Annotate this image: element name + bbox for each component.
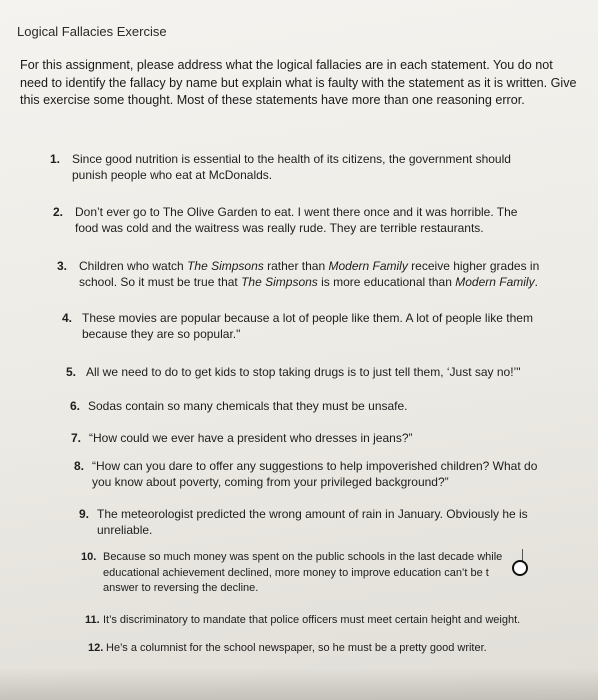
list-item (71, 430, 571, 448)
item-number: 9. (79, 507, 90, 521)
item-text-line: It’s discriminatory to mandate that police officers must meet certain height and weight. (103, 614, 521, 626)
item-number: 7. (71, 431, 82, 445)
item-text-line: educational achievement declined, more money to improve education can’t be t (103, 566, 489, 579)
item-number: 8. (74, 459, 85, 473)
item-text-line: “How could we ever have a president who dresses in jeans?” (89, 431, 413, 445)
item-text-line: unreliable. (97, 523, 153, 537)
list-item (66, 364, 586, 382)
record-circle-icon[interactable] (512, 560, 528, 576)
list-item (81, 550, 561, 600)
list-item (74, 458, 584, 492)
item-text-line: school. So it must be true that The Simpsons is more educational than Modern Family. (79, 275, 538, 289)
item-number: 4. (62, 311, 73, 325)
item-text-line: These movies are popular because a lot of people like them. A lot of people like them (82, 311, 533, 325)
item-text-line: Don’t ever go to The Olive Garden to eat. I went there once and it was horrible. The (75, 205, 518, 219)
item-text-line: Sodas contain so many chemicals that they must be unsafe. (88, 399, 408, 413)
list-item (62, 310, 582, 344)
list-item (85, 612, 575, 630)
list-item (57, 258, 577, 292)
list-item (88, 640, 578, 658)
item-number: 3. (57, 259, 68, 273)
item-text-line: He’s a columnist for the school newspaper, so he must be a pretty good writer. (106, 642, 487, 654)
item-number: 6. (70, 399, 81, 413)
page-shadow (0, 668, 598, 700)
item-text-line: “How can you dare to offer any suggestions to help impoverished children? What do (92, 459, 538, 473)
item-text-line: All we need to do to get kids to stop taking drugs is to just tell them, ‘Just say no!’" (86, 365, 521, 379)
item-number: 1. (50, 152, 61, 166)
list-item (70, 398, 570, 416)
item-number: 12. (88, 642, 104, 654)
item-text-line: Because so much money was spent on the public schools in the last decade while (103, 551, 503, 563)
item-number: 11. (85, 614, 100, 626)
item-text-line: food was cold and the waitress was really rude. They are terrible restaurants. (75, 221, 484, 235)
assignment-instructions: For this assignment, please address what the logical fallacies are in each statement. You do not need to identify the fallacy by name but explain what is faulty with the statement as it is written. Give this exercise some thought. Most of these statements have more than one reasoning error. (20, 58, 577, 107)
item-text-line: Since good nutrition is essential to the health of its citizens, the government should (72, 152, 511, 166)
list-item (53, 204, 573, 238)
item-text-line: The meteorologist predicted the wrong amount of rain in January. Obviously he is (97, 507, 528, 521)
item-text-line: punish people who eat at McDonalds. (72, 168, 273, 182)
item-number: 5. (66, 365, 77, 379)
item-number: 10. (81, 551, 97, 563)
list-item (50, 151, 570, 185)
item-number: 2. (53, 205, 64, 219)
item-text-line: answer to reversing the decline. (103, 582, 259, 594)
list-item (79, 506, 579, 540)
item-text-line: because they are so popular." (82, 327, 241, 341)
item-text-line: you know about poverty, coming from your privileged background?” (92, 475, 449, 489)
item-text-line: Children who watch The Simpsons rather than Modern Family receive higher grades in (79, 259, 540, 273)
document-title: Logical Fallacies Exercise (17, 24, 167, 39)
